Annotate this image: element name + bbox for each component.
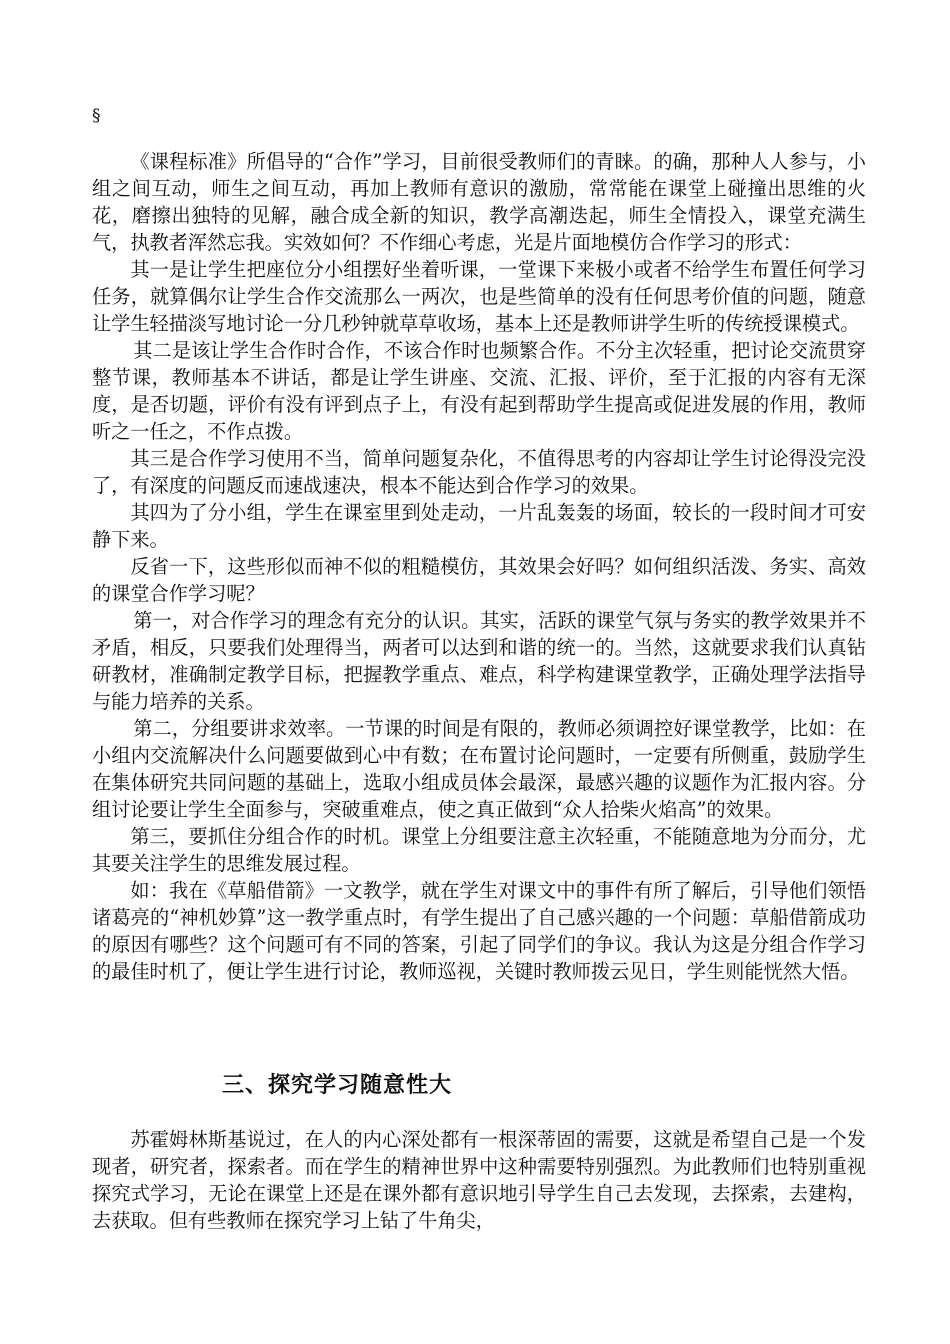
paragraph: 其一是让学生把座位分小组摆好坐着听课，一堂课下来极小或者不给学生布置任何学习任务，就算偶尔让学生合作交流那么一两次，也是些简单的没有任何思考价值的问题，随意让学生轻描淡写地讨论一分几秒钟就草草收场，基本上还是教师讲学生听的传统授课模式。 [92,258,866,335]
section-heading: 三、探究学习随意性大 [222,1073,453,1098]
paragraph: 如：我在《草船借箭》一文教学，就在学生对课文中的事件有所了解后，引导他们领悟诸葛亮的“神机妙算”这一教学重点时，有学生提出了自己感兴趣的一个问题：草船借箭成功的原因有哪些？这个问题可有不同的答案，引起了同学们的争议。我认为这是分组合作学习的最佳时机了，便让学生进行讨论，教师巡视，关键时教师拨云见日，学生则能恍然大悟。 [92,879,866,983]
paragraph: 其四为了分小组，学生在课室里到处走动，一片乱轰轰的场面，较长的一段时间才可安静下来。 [92,501,866,551]
paragraph: 其二是该让学生合作时合作，不该合作时也频繁合作。不分主次轻重，把讨论交流贯穿整节课，教师基本不讲话，都是让学生讲座、交流、汇报、评价，至于汇报的内容有无深度，是否切题，评价有没有评到点子上，有没有起到帮助学生提高或促进发展的作用，教师听之一任之，不作点拨。 [92,339,866,443]
section-mark: § [92,106,101,126]
paragraph: 其三是合作学习使用不当，简单问题复杂化，不值得思考的内容却让学生讨论得没完没了，有深度的问题反而速战速决，根本不能达到合作学习的效果。 [92,447,866,497]
paragraph: 《课程标准》所倡导的“合作”学习，目前很受教师们的青睐。的确，那种人人参与，小组之间互动，师生之间互动，再加上教师有意识的激励，常常能在课堂上碰撞出思维的火花，磨擦出独特的见解，融合成全新的知识，教学高潮迭起，师生全情投入，课堂充满生气，执教者浑然忘我。实效如何？不作细心考虑，光是片面地模仿合作学习的形式： [92,150,866,254]
paragraph: 第三，要抓住分组合作的时机。课堂上分组要注意主次轻重，不能随意地为分而分，尤其要关注学生的思维发展过程。 [92,825,866,875]
body-text-continued [92,1126,866,1234]
paragraph: 第一，对合作学习的理念有充分的认识。其实，活跃的课堂气氛与务实的教学效果并不矛盾，相反，只要我们处理得当，两者可以达到和谐的统一的。当然，这就要求我们认真钻研教材，准确制定教学目标，把握教学重点、难点，科学构建课堂教学，正确处理学法指导与能力培养的关系。 [92,609,866,713]
paragraph: 反省一下，这些形似而神不似的粗糙模仿，其效果会好吗？如何组织活泼、务实、高效的课堂合作学习呢？ [92,555,866,605]
body-text [92,148,866,985]
paragraph: 苏霍姆林斯基说过，在人的内心深处都有一根深蒂固的需要，这就是希望自己是一个发现者，研究者，探索者。而在学生的精神世界中这种需要特别强烈。为此教师们也特别重视探究式学习，无论在课堂上还是在课外都有意识地引导学生自己去发现，去探索，去建构，去获取。但有些教师在探究学习上钻了牛角尖， [92,1128,866,1232]
paragraph: 第二，分组要讲求效率。一节课的时间是有限的，教师必须调控好课堂教学，比如：在小组内交流解决什么问题要做到心中有数；在布置讨论问题时，一定要有所侧重，鼓励学生在集体研究共同问题的基础上，选取小组成员体会最深，最感兴趣的议题作为汇报内容。分组讨论要让学生全面参与，突破重难点，使之真正做到“众人拾柴火焰高”的效果。 [92,717,866,821]
